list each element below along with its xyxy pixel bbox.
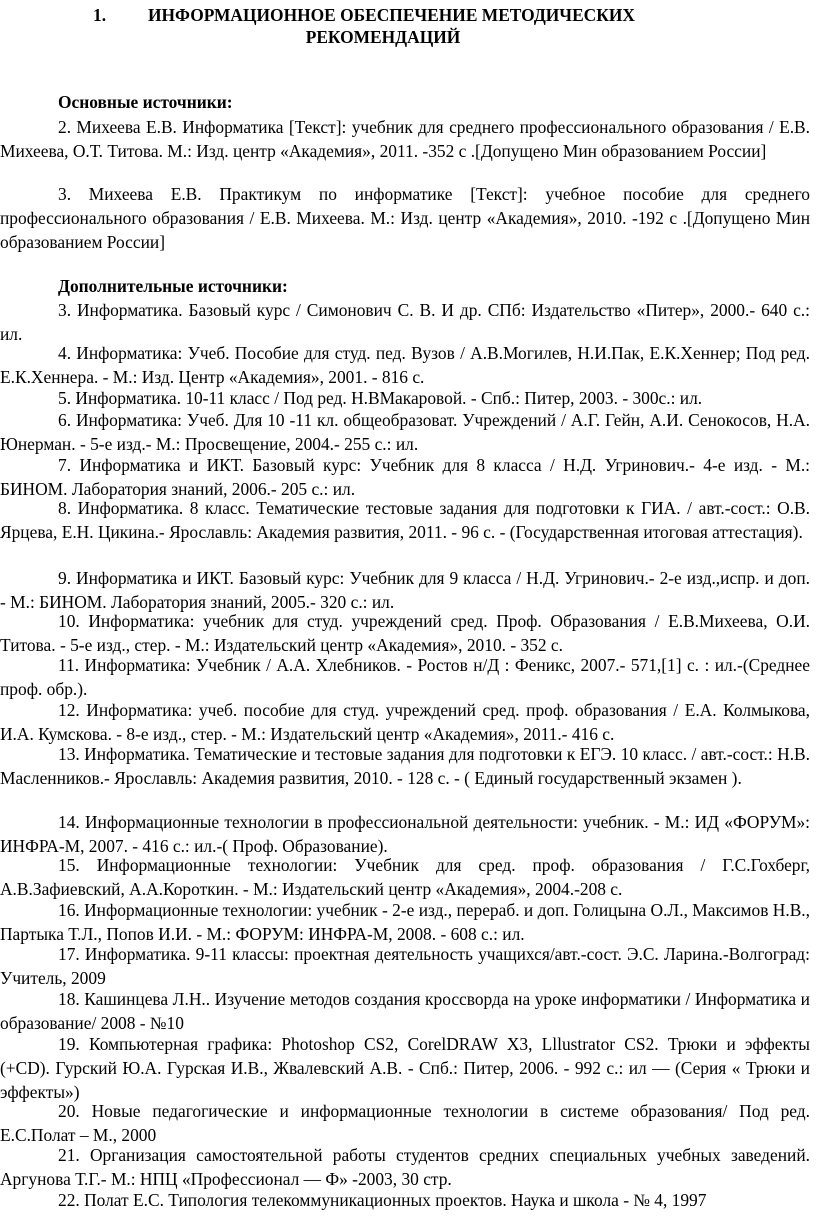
reference-item: 16. Информационные технологии: учебник - 2-е изд., перераб. и доп. Голицына О.Л., Максимов Н.В., Партыка Т.Л., Попов И.И. - М.: ФОРУМ: ИНФРА-М, 2008. - 608 с.: ил. [0, 900, 810, 945]
reference-item: 3. Михеева Е.В. Практикум по информатике [Текст]: учебное пособие для среднего профессионального образования / Е.В. Михеева. М.: Изд. центр «Академия», 2010. -192 с .[Допущено Мин образованием России] [0, 184, 810, 253]
heading-line-2: РЕКОМЕНДАЦИЙ [305, 27, 461, 47]
additional-sources-title: Дополнительные источники: [58, 276, 288, 296]
heading-line-1: ИНФОРМАЦИОННОЕ ОБЕСПЕЧЕНИЕ МЕТОДИЧЕСКИХ [148, 5, 635, 25]
reference-item: 19. Компьютерная графика: Photoshop CS2, CorelDRAW X3, Lllustrator CS2. Трюки и эффекты (+CD). Гурский Ю.А. Гурская И.В., Жвалевский А.В. - Спб.: Питер, 2006. - 992 с.: ил — (Серия « Трюки и эффекты») [0, 1034, 810, 1103]
reference-item: 15. Информационные технологии: Учебник для сред. проф. образования / Г.С.Гохберг, А.В.Зафиевский, А.А.Короткин. - М.: Издательский центр «Академия», 2004.-208 с. [0, 855, 810, 900]
reference-item: 7. Информатика и ИКТ. Базовый курс: Учебник для 8 класса / Н.Д. Угринович.- 4-е изд. - М.: БИНОМ. Лаборатория знаний, 2006.- 205 с.: ил. [0, 455, 810, 500]
reference-item: 3. Информатика. Базовый курс / Симонович С. В. И др. СПб: Издательство «Питер», 2000.- 640 с.: ил. [0, 300, 810, 345]
reference-item: 2. Михеева Е.В. Информатика [Текст]: учебник для среднего профессионального образования / Е.В. Михеева, О.Т. Титова. М.: Изд. центр «Академия», 2011. -352 с .[Допущено Мин образованием России] [0, 117, 810, 162]
reference-item: 9. Информатика и ИКТ. Базовый курс: Учебник для 9 класса / Н.Д. Угринович.- 2-е изд.,испр. и доп. - М.: БИНОМ. Лаборатория знаний, 2005.- 320 с.: ил. [0, 568, 810, 613]
reference-item: 6. Информатика: Учеб. Для 10 -11 кл. общеобразоват. Учреждений / А.Г. Гейн, А.И. Сенокосов, Н.А. Юнерман. - 5-е изд.- М.: Просвещение, 2004.- 255 с.: ил. [0, 410, 810, 455]
main-sources-title: Основные источники: [58, 92, 233, 112]
reference-item: 22. Полат Е.С. Типология телекоммуникационных проектов. Наука и школа - № 4, 1997 [58, 1190, 707, 1210]
reference-item: 8. Информатика. 8 класс. Тематические тестовые задания для подготовки к ГИА. / авт.-сост.: О.В. Ярцева, Е.Н. Цикина.- Ярославль: Академия развития, 2011. - 96 с. - (Государственная итоговая аттестация). [0, 498, 810, 543]
reference-item: 5. Информатика. 10-11 класс / Под ред. Н.ВМакаровой. - Спб.: Питер, 2003. - 300с.: ил. [58, 388, 703, 408]
reference-item: 14. Информационные технологии в профессиональной деятельности: учебник. - М.: ИД «ФОРУМ»: ИНФРА-М, 2007. - 416 с.: ил.-( Проф. Образование). [0, 812, 810, 857]
reference-item: 20. Новые педагогические и информационные технологии в системе образования/ Под ред. Е.С.Полат – М., 2000 [0, 1101, 810, 1146]
reference-item: 21. Организация самостоятельной работы студентов средних специальных учебных заведений. Аргунова Т.Г.- М.: НПЦ «Профессионал — Ф» -2003, 30 стр. [0, 1145, 810, 1190]
reference-item: 11. Информатика: Учебник / А.А. Хлебников. - Ростов н/Д : Феникс, 2007.- 571,[1] с. : ил.-(Среднее проф. обр.). [0, 655, 810, 700]
reference-item: 10. Информатика: учебник для студ. учреждений сред. Проф. Образования / Е.В.Михеева, О.И. Титова. - 5-е изд., стер. - М.: Издательский центр «Академия», 2010. - 352 с. [0, 611, 810, 656]
reference-item: 13. Информатика. Тематические и тестовые задания для подготовки к ЕГЭ. 10 класс. / авт.-сост.: Н.В. Масленников.- Ярославль: Академия развития, 2010. - 128 с. - ( Единый государственный экзамен ). [0, 744, 810, 789]
reference-item: 12. Информатика: учеб. пособие для студ. учреждений сред. проф. образования / Е.А. Колмыкова, И.А. Кумскова. - 8-е изд., стер. - М.: Издательский центр «Академия», 2011.- 416 с. [0, 700, 810, 745]
reference-item: 18. Кашинцева Л.Н.. Изучение методов создания кроссворда на уроке информатики / Информатика и образование/ 2008 - №10 [0, 989, 810, 1034]
reference-item: 4. Информатика: Учеб. Пособие для студ. пед. Вузов / А.В.Могилев, Н.И.Пак, Е.К.Хеннер; Под ред. Е.К.Хеннера. - М.: Изд. Центр «Академия», 2001. - 816 с. [0, 343, 810, 388]
heading-number: 1. [93, 5, 107, 25]
reference-item: 17. Информатика. 9-11 классы: проектная деятельность учащихся/авт.-сост. Э.С. Ларина.-Волгоград: Учитель, 2009 [0, 944, 810, 989]
